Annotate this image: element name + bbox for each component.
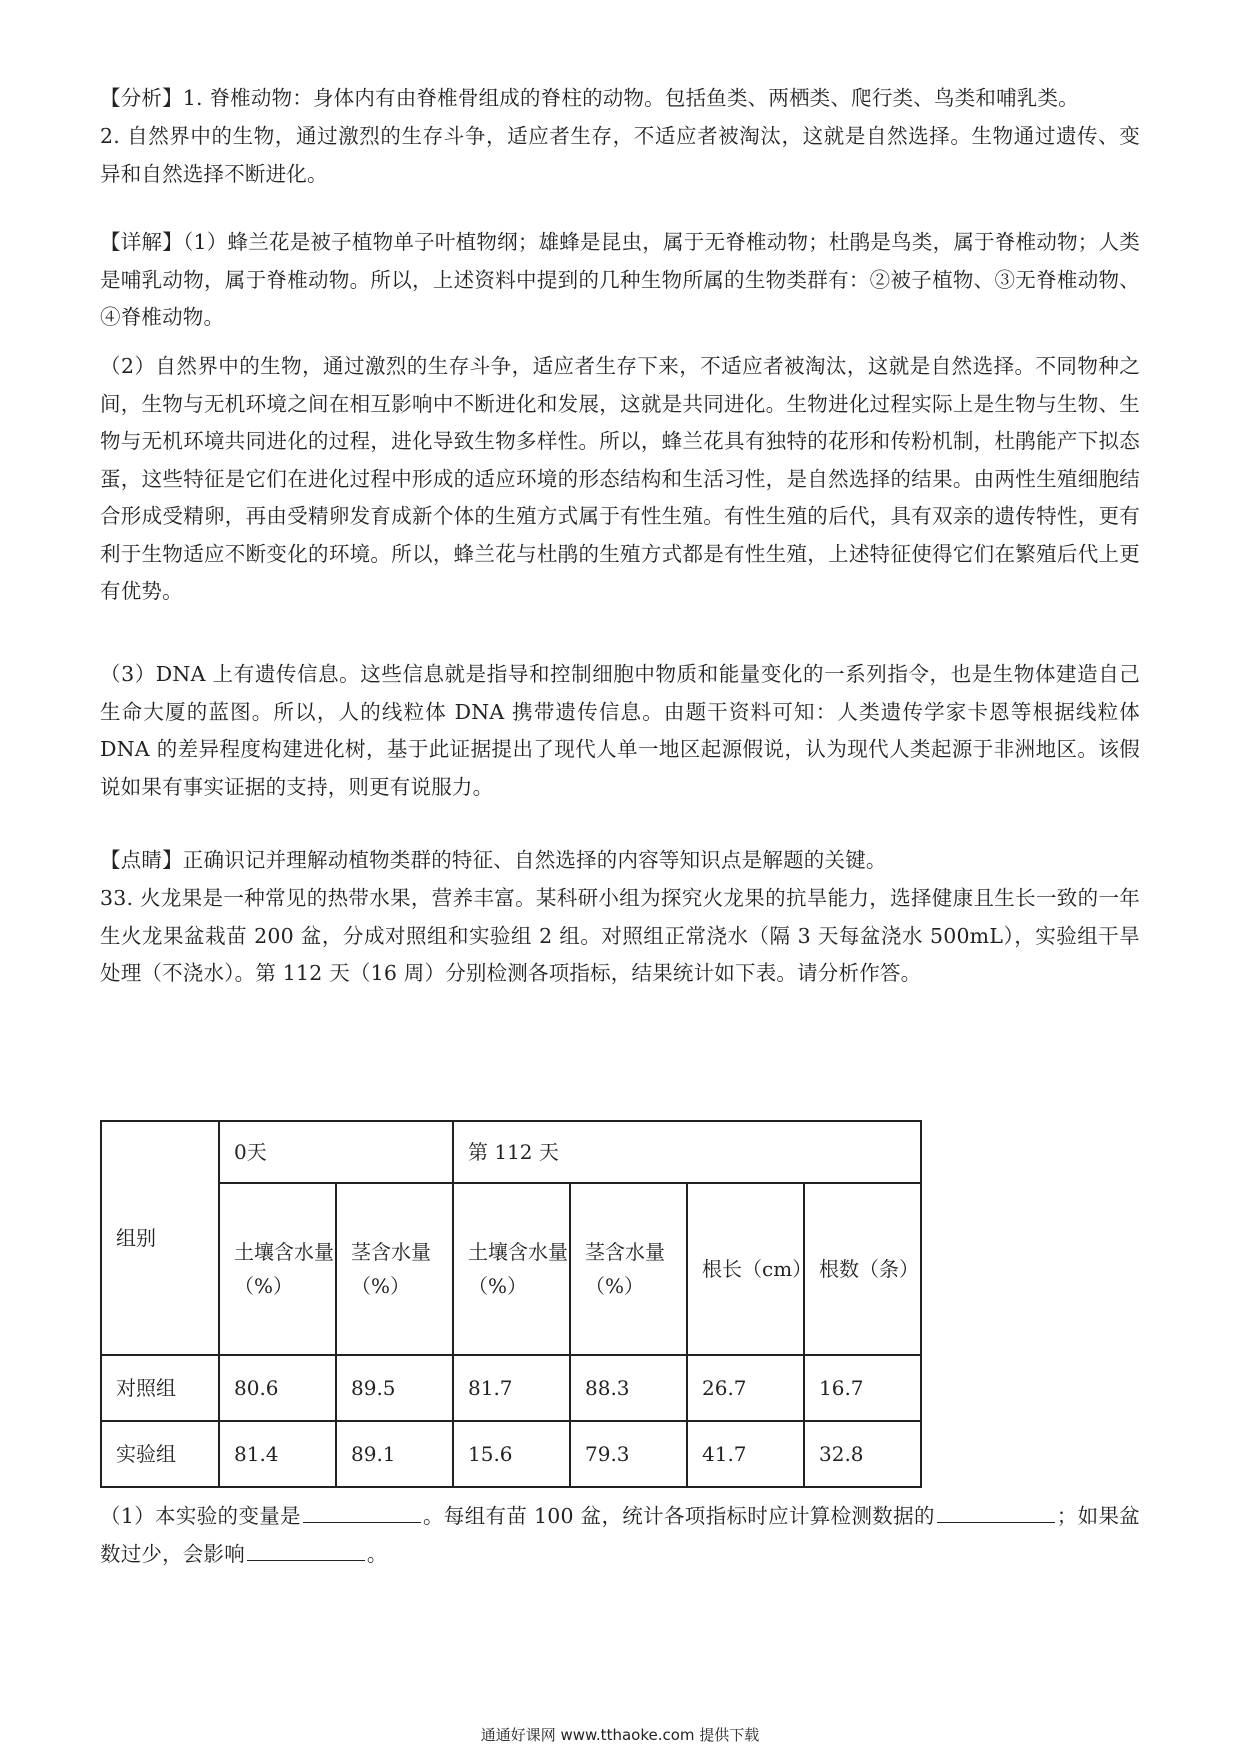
- row-label-experiment: 实验组: [101, 1421, 219, 1487]
- detail-part-1: 【详解】（1）蜂兰花是被子植物单子叶植物纲；雄蜂是昆虫，属于无脊椎动物；杜鹃是鸟类，属于脊椎动物；人类是哺乳动物，属于脊椎动物。所以，上述资料中提到的几种生物所属的生物类群有：②被子植物、③无脊椎动物、④脊椎动物。: [100, 230, 1140, 329]
- detail-part-2: （2）自然界中的生物，通过激烈的生存斗争，适应者生存下来，不适应者被淘汰，这就是自然选择。不同物种之间，生物与无机环境之间在相互影响中不断进化和发展，这就是共同进化。生物进化过程实际上是生物与生物、生物与无机环境共同进化的过程，进化导致生物多样性。所以，蜂兰花具有独特的花形和传粉机制，杜鹃能产下拟态蛋，这些特征是它们在进化过程中形成的适应环境的形态结构和生活习性，是自然选择的结果。由两性生殖细胞结合形成受精卵，再由受精卵发育成新个体的生殖方式属于有性生殖。有性生殖的后代，具有双亲的遗传特性，更有利于生物适应不断变化的环境。所以，蜂兰花与杜鹃的生殖方式都是有性生殖，上述特征使得它们在繁殖后代上更有优势。: [100, 354, 1140, 603]
- question-text: （1）本实验的变量是: [100, 1504, 301, 1528]
- table-row: [101, 1355, 921, 1421]
- col-header-stem-water-day0: 茎含水量（%）: [336, 1183, 453, 1355]
- answer-blank-effect[interactable]: [247, 1540, 365, 1561]
- analysis-point-2: 2. 自然界中的生物，通过激烈的生存斗争，适应者生存，不适应者被淘汰，这就是自然选择。生物通过遗传、变异和自然选择不断进化。: [100, 124, 1140, 186]
- col-header-stem-water-day112: 茎含水量（%）: [570, 1183, 687, 1355]
- results-table: [100, 1120, 922, 1488]
- row-label-control: 对照组: [101, 1355, 219, 1421]
- table-cell: 16.7: [804, 1355, 921, 1421]
- table-cell: 81.7: [453, 1355, 570, 1421]
- detail-part-3: （3）DNA 上有遗传信息。这些信息就是指导和控制细胞中物质和能量变化的一系列指令，也是生物体建造自己生命大厦的蓝图。所以，人的线粒体 DNA 携带遗传信息。由题干资料可知：人类遗传学家卡恩等根据线粒体 DNA 的差异程度构建进化树，基于此证据提出了现代人单一地区起源假说，认为现代人类起源于非洲地区。该假说如果有事实证据的支持，则更有说服力。: [100, 662, 1140, 799]
- question-text: 。每组有苗 100 盆，统计各项指标时应计算检测数据的: [422, 1504, 935, 1528]
- table-cell: 79.3: [570, 1421, 687, 1487]
- analysis-point-1: 【分析】1. 脊椎动物：身体内有由脊椎骨组成的脊柱的动物。包括鱼类、两栖类、爬行类、鸟类和哺乳类。: [100, 86, 1079, 110]
- col-header-soil-water-day0: 土壤含水量（%）: [219, 1183, 336, 1355]
- page-footer: 通通好课网 www.tthaoke.com 提供下载: [480, 1726, 760, 1744]
- table-row: [101, 1421, 921, 1487]
- table-cell: 89.1: [336, 1421, 453, 1487]
- table-cell: 80.6: [219, 1355, 336, 1421]
- table-cell: 81.4: [219, 1421, 336, 1487]
- period-day0-header: 0天: [219, 1121, 453, 1183]
- table-cell: 26.7: [687, 1355, 804, 1421]
- question-33-stem: 33. 火龙果是一种常见的热带水果，营养丰富。某科研小组为探究火龙果的抗旱能力，选择健康且生长一致的一年生火龙果盆栽苗 200 盆，分成对照组和实验组 2 组。对照组正常浇水（隔 3 天每盆浇水 500mL），实验组干旱处理（不浇水）。第 112 天（16 周）分别检测各项指标，结果统计如下表。请分析作答。: [100, 886, 1140, 985]
- key-point: 【点睛】正确识记并理解动植物类群的特征、自然选择的内容等知识点是解题的关键。: [100, 848, 887, 872]
- table-cell: 41.7: [687, 1421, 804, 1487]
- question-text: ；如果盆数过少，会影响: [100, 1504, 1140, 1566]
- table-cell: 32.8: [804, 1421, 921, 1487]
- table-cell: 88.3: [570, 1355, 687, 1421]
- answer-blank-variable[interactable]: [303, 1502, 421, 1523]
- question-33-part-1: [100, 1498, 1140, 1573]
- table-cell: 15.6: [453, 1421, 570, 1487]
- col-header-root-count: 根数（条）: [804, 1183, 921, 1355]
- table-cell: 89.5: [336, 1355, 453, 1421]
- question-text: 。: [366, 1541, 388, 1566]
- group-header-cell: 组别: [101, 1121, 219, 1355]
- col-header-soil-water-day112: 土壤含水量（%）: [453, 1183, 570, 1355]
- col-header-root-length: 根长（cm）: [687, 1183, 804, 1355]
- answer-blank-statistic[interactable]: [937, 1502, 1055, 1523]
- period-day112-header: 第 112 天: [453, 1121, 921, 1183]
